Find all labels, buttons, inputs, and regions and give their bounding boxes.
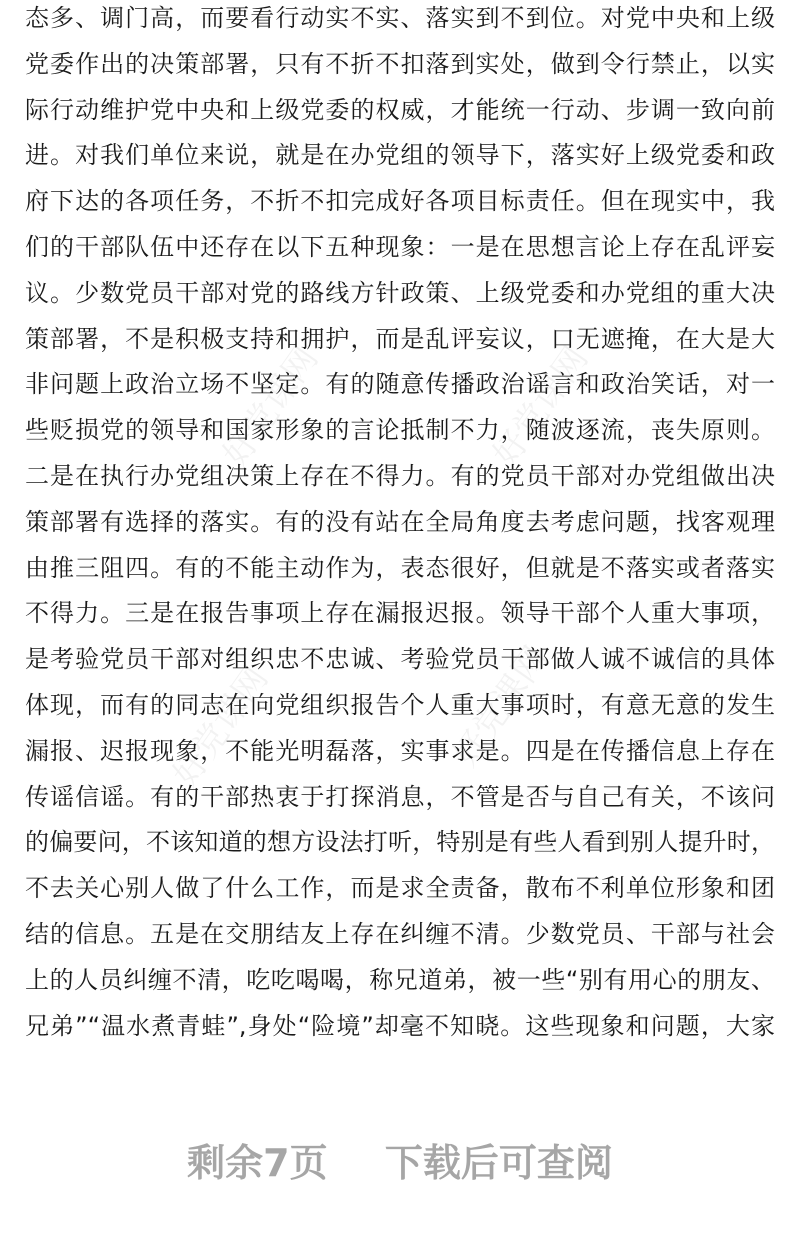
text-line: 策部署有选择的落实。有的没有站在全局角度去考虑问题，找客观理 [25, 507, 775, 536]
text-line: 兄弟”“温水煮青蛙”,身处“险境”却毫不知晓。这些现象和问题，大家 [25, 1011, 775, 1040]
text-line: 策部署，不是积极支持和拥护，而是乱评妄议，口无遮掩，在大是大 [25, 324, 775, 353]
watermark: 好党课网 [445, 639, 557, 774]
text-line: 府下达的各项任务，不折不扣完成好各项目标责任。但在现实中，我 [25, 187, 775, 216]
text-line: 的偏要问，不该知道的想方设法打听，特别是有些人看到别人提升时， [25, 828, 775, 857]
text-line: 漏报、迟报现象，不能光明磊落，实事求是。四是在传播信息上存在 [25, 736, 775, 765]
watermark: 好党课网 [215, 339, 327, 474]
text-line: 议。少数党员干部对党的路线方针政策、上级党委和办党组的重大决 [25, 278, 775, 307]
text-line: 进。对我们单位来说，就是在办党组的领导下，落实好上级党委和政 [25, 141, 775, 170]
text-line: 结的信息。五是在交朋结友上存在纠缠不清。少数党员、干部与社会 [25, 919, 775, 948]
text-line: 不去关心别人做了什么工作，而是求全责备，散布不利单位形象和团 [25, 874, 775, 903]
text-line: 们的干部队伍中还存在以下五种现象：一是在思想言论上存在乱评妄 [25, 232, 775, 261]
text-line: 际行动维护党中央和上级党委的权威，才能统一行动、步调一致向前 [25, 95, 775, 124]
download-prompt[interactable] [0, 1132, 800, 1187]
text-line: 党委作出的决策部署，只有不折不扣落到实处，做到令行禁止，以实 [25, 49, 775, 78]
document-body [25, 0, 775, 1049]
text-line: 二是在执行办党组决策上存在不得力。有的党员干部对办党组做出决 [25, 461, 775, 490]
text-line: 由推三阻四。有的不能主动作为，表态很好，但就是不落实或者落实 [25, 553, 775, 582]
text-line: 非问题上政治立场不坚定。有的随意传播政治谣言和政治笑话，对一 [25, 370, 775, 399]
remaining-pages-label[interactable]: 剩余7页 [187, 1141, 328, 1185]
text-line: 上的人员纠缠不清，吃吃喝喝，称兄道弟，被一些“别有用心的朋友、 [25, 965, 775, 994]
text-line: 态多、调门高，而要看行动实不实、落实到不到位。对党中央和上级 [25, 4, 775, 32]
watermark: 好党课网 [165, 659, 277, 794]
text-line: 些贬损党的领导和国家形象的言论抵制不力，随波逐流，丧失原则。 [25, 416, 775, 445]
watermark: 好党课网 [485, 339, 597, 474]
text-line: 不得力。三是在报告事项上存在漏报迟报。领导干部个人重大事项， [25, 599, 775, 628]
text-line: 是考验党员干部对组织忠不忠诚、考验党员干部做人诚不诚信的具体 [25, 645, 775, 674]
text-line: 传谣信谣。有的干部热衷于打探消息，不管是否与自己有关，不该问 [25, 782, 775, 811]
text-line: 体现，而有的同志在向党组织报告个人重大事项时，有意无意的发生 [25, 690, 775, 719]
download-to-view-label[interactable]: 下载后可查阅 [384, 1141, 613, 1185]
